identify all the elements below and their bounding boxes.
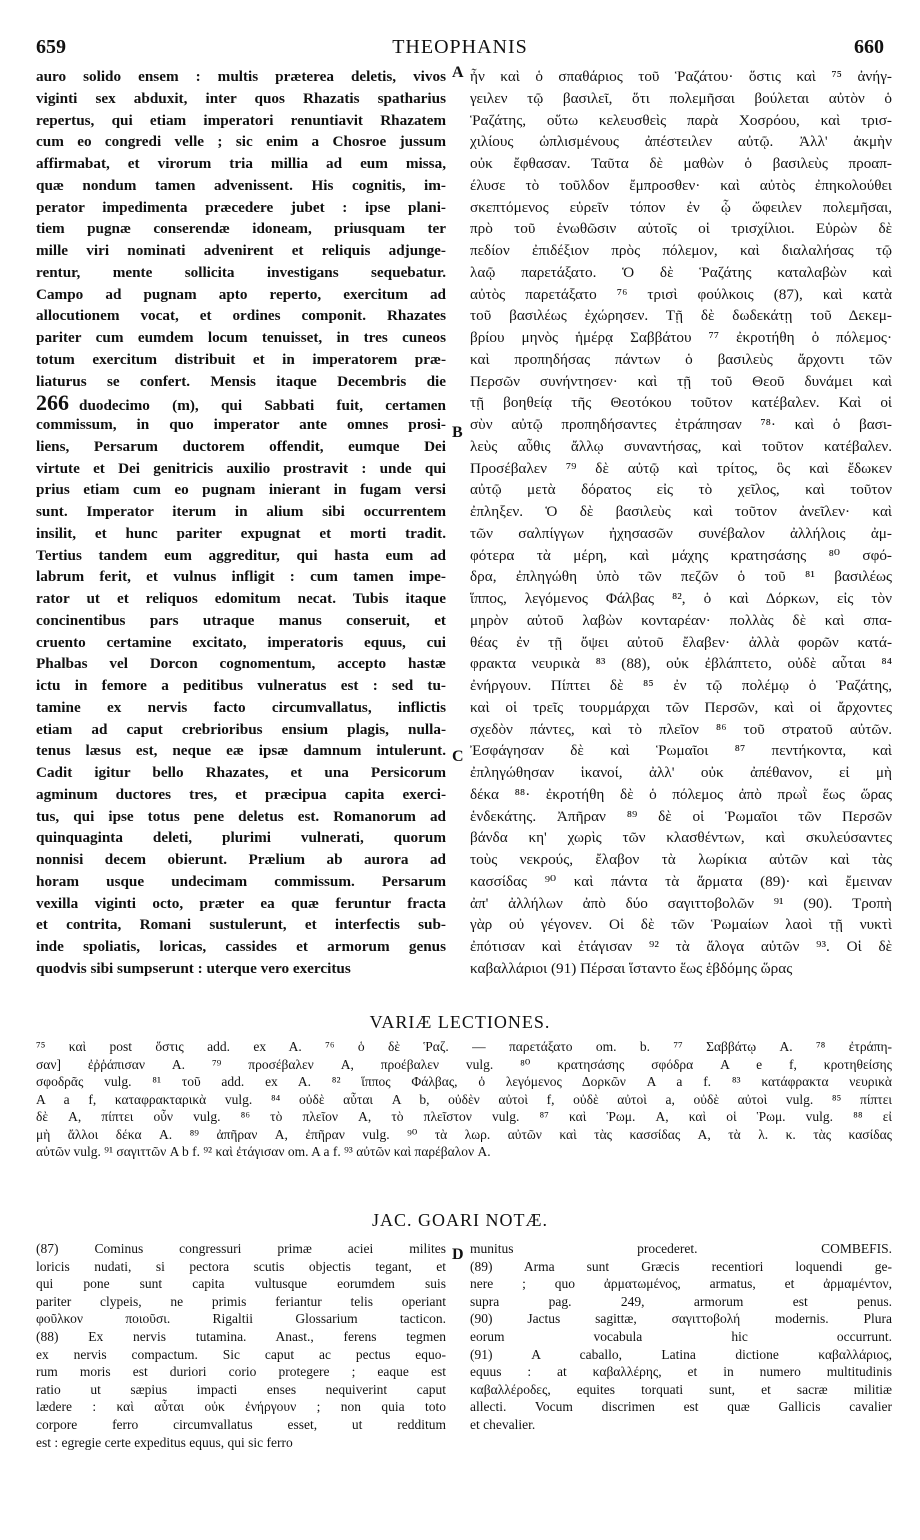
- greek-text-line: σκεπτόμενος εὑρεῖν τόπον ἐν ᾧ ὤφειλεν πολεμῆσαι,: [470, 198, 892, 216]
- greek-text-line: αὐτὸς παρετάξατο ⁷⁶ τρισὶ φούλκοις (87), καὶ κατὰ: [470, 285, 892, 303]
- greek-text-line: βρίου μηνὸς ἡμέρᾳ Σαββάτου ⁷⁷ ἐκροτήθη ὁ πόλεμος·: [470, 329, 892, 346]
- note-line: ratio ut sæpius impacti enses nequiverint caput: [36, 1381, 446, 1397]
- margin-letter-d: D: [452, 1246, 464, 1263]
- greek-text-line: ἐπληγώθησαν ἱκανοί, ἀλλ' οὐκ ἀπέθανον, εἰ μὴ: [470, 764, 892, 781]
- note-line: allecti. Vocum discrimen est quæ Gallicis cavalier: [470, 1399, 892, 1415]
- greek-text-line: Ἐσφάγησαν δὲ καὶ Ῥωμαῖοι ⁸⁷ πεντήκοντα, καὶ: [470, 742, 892, 760]
- note-line: (91) A caballo, Latina dictione καβαλλάριος,: [470, 1346, 892, 1362]
- greek-text-line: λεὺς αὖθις ἄλλῳ συναντήσας, καὶ τοῦτον κατέβαλεν.: [470, 437, 892, 455]
- variant-reading-line: A a f, καταφρακταρικὰ vulg. ⁸⁴ οὐδὲ αὗται A b, οὐδὲν αὐτοὶ f, οὐδὲ αὐτοὶ a, οὐδὲ αὐτοὶ vulg. ⁸⁵ πίπτει: [36, 1091, 892, 1107]
- latin-text-line: liaturus se confert. Mensis itaque Decembris die: [36, 372, 446, 390]
- page-number-right: 660: [854, 36, 884, 58]
- greek-text-line: ἐπότισαν καὶ ἐτάγισαν ⁹² τὰ ἄλογα αὐτῶν ⁹³. Οἱ δὲ: [470, 938, 892, 955]
- greek-text-line: γειλεν τῷ βασιλεῖ, ὅτι πολεμῆσαι βούλεται αὐτὸν ὁ: [470, 89, 892, 107]
- variant-reading-line: αὐτῶν vulg. ⁹¹ σαγιττῶν A b f. ⁹² καὶ ἐτάγισαν om. A a f. ⁹³ αὐτῶν καὶ παρέβαλον A.: [36, 1144, 491, 1159]
- greek-text-line: οὐκ ἔφθασαν. Ταῦτα δὲ μαθὼν ὁ βασιλεὺς προαπ-: [470, 155, 892, 172]
- note-line: rum moris est duriori corio protegere ; eaque est: [36, 1364, 446, 1380]
- greek-text-line: Περσῶν συνήντησεν· καὶ τῇ τοῦ Θεοῦ δυνάμει καὶ: [470, 372, 892, 390]
- latin-text-line: affirmabat, et virorum tria millia ad eum missa,: [36, 155, 446, 172]
- greek-text-line: τῶν σαλπίγγων ἠχησασῶν συνέβαλον ἀλλήλοις ἀμ-: [470, 524, 892, 542]
- page-title: THEOPHANIS: [392, 36, 528, 58]
- greek-text-line: πρὸ τοῦ ἑνωθῶσιν αὐτοῖς οἱ τρισχίλιοι. Εὑρὼν δὲ: [470, 220, 892, 238]
- latin-text-line: liens, Persarum ductorem offendit, eumque Dei: [36, 437, 446, 455]
- notes-heading: JAC. GOARI NOTÆ.: [371, 1210, 548, 1230]
- latin-text-line: Cadit igitur bello Rhazates, et una Persicorum: [36, 764, 446, 781]
- margin-letter-a: A: [452, 64, 464, 81]
- greek-text-line: Ῥαζάτης, οὕτω κελευσθεὶς παρὰ Χοσρόου, καὶ τρισ-: [470, 111, 892, 129]
- greek-text-line: λαῷ παρετάξατο. Ὁ δὲ Ῥαζάτης καταλαβὼν καὶ: [470, 263, 892, 281]
- variant-reading-line: ⁷⁵ καὶ post ὅστις add. ex A. ⁷⁶ ὁ δὲ Ῥαζ. — παρετάξατο om. b. ⁷⁷ Σαββάτῳ A. ⁷⁸ ἐτράπη-: [36, 1039, 892, 1054]
- note-line: pariter clypeis, ne primis feriantur telis operiant: [36, 1293, 446, 1309]
- latin-text-line: commissum, in quo imperator ante omnes prosi-: [36, 416, 446, 433]
- latin-text-line: mille viri nominati advenirent et reliquis adjunge-: [36, 242, 446, 259]
- latin-text-line: cruento certamine excitato, imperatoris equus, cui: [36, 633, 446, 651]
- margin-letter-c: C: [452, 748, 464, 765]
- greek-text-line: θέας ἐν τῇ ὄψει αὐτοῦ ἔλαβεν· ἀλλὰ φορῶν κατά-: [470, 633, 892, 651]
- greek-text-line: αὐτῷ μετὰ δόρατος εἰς τὸ χεῖλος, καὶ τοῦτον: [470, 481, 892, 499]
- greek-text-line: βάνδα κη' χωρὶς τῶν κλασθέντων, καὶ σκυλεύσαντες: [470, 829, 892, 847]
- running-head: [36, 36, 884, 64]
- greek-text-line: σὺν αὐτῷ προπηδήσαντες ἐτράπησαν ⁷⁸· καὶ ὁ βασι-: [470, 416, 892, 433]
- latin-text-line: Campo ad pugnam apto reperto, exercitum ad: [36, 285, 446, 303]
- greek-text-line: δέκα ⁸⁸· ἐκροτήθη δὲ ὁ πόλεμος ἀπὸ πρωῒ ἕως ὥρας: [470, 785, 892, 803]
- latin-text-line: 266 duodecimo (m), qui Sabbati fuit, certamen: [36, 392, 446, 414]
- greek-text-line: ἵππος, λεγόμενος Φάλβας ⁸², ὁ καὶ Δόρκων, εἰς τὸν: [470, 590, 892, 607]
- variant-reading-line: σαν] ἐῤῥάπισαν A. ⁷⁹ προσέβαλεν A, προέβαλεν vulg. ⁸⁰ κρατησάσης σφόδρα A e f, κροτηθείσης: [36, 1056, 892, 1072]
- latin-text-line: tenus læsus est, neque eæ ipsæ damnum intulerunt.: [36, 742, 446, 760]
- note-line: (87) Cominus congressuri primæ aciei milites: [36, 1241, 446, 1256]
- note-line: qui pone sunt capita vultusque eorumdem suis: [36, 1276, 446, 1292]
- latin-text-line: quæ nondum tamen advenissent. His cognitis, im-: [36, 176, 446, 194]
- latin-text-line: nonnisi decem obierunt. Prælium ab aurora ad: [36, 851, 446, 868]
- latin-text-line: quinquaginta deleti, plurimi vulnerati, quorum: [36, 829, 446, 847]
- notes-column-left: [36, 1240, 446, 1451]
- note-line: corpore ferro circumvallatus esset, ut redditum: [36, 1416, 446, 1432]
- margin-letter-b: B: [452, 424, 463, 441]
- greek-text-line: τοὺς νεκρούς, ἔλαβον τὰ λωρίκια αὐτῶν καὶ τὰς: [470, 851, 892, 868]
- greek-text-line: σχεδὸν πάντες, καὶ τὸ πλεῖον ⁸⁶ τοῦ στρατοῦ αὐτῶν.: [470, 720, 892, 738]
- latin-text-line: auro solido ensem : multis præterea deletis, vivos: [36, 68, 446, 85]
- note-line: nere ; quo ἀρματωμένος, armatus, et ἀρμαμέντον,: [470, 1276, 892, 1292]
- variants-heading: VARIÆ LECTIONES.: [369, 1012, 551, 1032]
- note-line: φοῦλκον ποιοῦσι. Rigaltii Glossarium tacticon.: [36, 1311, 446, 1327]
- note-line: supra pag. 249, armorum est penus.: [470, 1293, 892, 1309]
- greek-text-line: ἑνδεκάτης. Ἀπῆραν ⁸⁹ δὲ οἱ Ῥωμαῖοι τῶν Περσῶν: [470, 807, 892, 825]
- latin-text-line: insilit, et hunc pariter expugnat et morti tradit.: [36, 524, 446, 542]
- note-line: καβαλλέροδες, equites torquati sunt, et sacræ militiæ: [470, 1381, 892, 1397]
- greek-text-line: δρα, ἐπληγώθη ὑπὸ τῶν πεζῶν ὁ τοῦ ⁸¹ βασιλέως: [470, 568, 892, 586]
- chapter-number: 266: [36, 392, 69, 414]
- latin-text-line: concinentibus pars utraque manus conseruit, et: [36, 611, 446, 629]
- latin-text-line: et contrita, Romani sustulerunt, et interfectis sub-: [36, 916, 446, 934]
- greek-text-line: τῇ βοηθείᾳ τῆς Θεοτόκου τοῦτον κατέβαλεν. Καὶ οἱ: [470, 394, 892, 412]
- variant-reading-line: σφοδρᾶς vulg. ⁸¹ τοῦ add. ex A. ⁸² ἵππος Φάλβας, ὁ λεγόμενος Δορκῶν A a f. ⁸³ κατάφρακτα νευρικὰ: [36, 1074, 892, 1089]
- latin-text-line: etiam ad caput crebrioribus ensium plagis, nulla-: [36, 720, 446, 738]
- latin-text-line: prius etiam cum eo pugnam inierant in fugam versi: [36, 481, 446, 499]
- page-number-left: 659: [36, 36, 66, 58]
- greek-text-line: Προσέβαλεν ⁷⁹ δὲ αὐτῷ καὶ τρίτος, ὃς καὶ ἔδωκεν: [470, 459, 892, 477]
- latin-text-line: inde spoliatis, loricas, cassides et armorum genus: [36, 938, 446, 955]
- greek-text-column: [470, 66, 892, 980]
- greek-text-line: χιλίους ὡπλισμένους ἀπέστειλεν αὐτῷ. Ἀλλ' ἀκμὴν: [470, 133, 892, 151]
- note-line: et chevalier.: [470, 1416, 536, 1432]
- latin-text-line: quodvis sibi sumpserunt : uterque vero exercitus: [36, 959, 351, 977]
- latin-text-line: tus, qui ipse totus pene deletus est. Romanorum ad: [36, 807, 446, 825]
- latin-text-line: sunt. Imperator iterum in alium sibi occurrentem: [36, 503, 446, 520]
- greek-text-line: ἐνήργουν. Πίπτει δὲ ⁸⁵ ἐν τῷ πολέμῳ ὁ Ῥαζάτης,: [470, 677, 892, 694]
- greek-text-line: φρακτα νευρικὰ ⁸³ (88), οὐκ ἐβλάπτετο, οὐδὲ αὗται ⁸⁴: [470, 655, 892, 673]
- greek-text-line: έλυσε τὸ τοῦλδον ἔμπροσθεν· καὶ αὐτὸς ἐπηκολούθει: [470, 176, 892, 194]
- latin-text-line: tamine ex nervis facto circumvallatus, inflictis: [36, 698, 446, 716]
- note-line: loricis nudati, si pectora scutis objectis tegant, et: [36, 1258, 446, 1274]
- note-line: equus : at καβαλλέρης, et in numero multitudinis: [470, 1364, 892, 1380]
- latin-text-line: pariter cum eumdem locum tenuisset, in tres cuneos: [36, 329, 446, 346]
- latin-text-line: allocutionem vocat, et ordines componit. Rhazates: [36, 307, 446, 325]
- greek-text-line: καβαλλάριοι (91) Πέρσαι ἵσταντο ἕως ἑβδόμης ὥρας: [470, 959, 793, 977]
- variant-reading-line: δὲ A, πίπτει οὖν vulg. ⁸⁶ τὸ πλεῖον A, τὸ πλεῖστον vulg. ⁸⁷ καὶ Ῥωμ. A, καὶ οἱ Ῥωμ. vulg. ⁸⁸ εἰ: [36, 1109, 892, 1124]
- latin-text-column: [36, 66, 446, 980]
- greek-text-line: ἀπ' ἀλλήλων ἀπὸ δύο σαγιττοβολῶν ⁹¹ (90). Τροπὴ: [470, 894, 892, 912]
- latin-text-line: ictu in femore a peditibus vulneratus est : sed tu-: [36, 677, 446, 694]
- latin-text-line: vexilla viginti octo, præter ea quæ feruntur fracta: [36, 894, 446, 912]
- latin-text-line: virtute et Dei genitricis auxilio prostravit : unde qui: [36, 459, 446, 477]
- latin-text-line: rentur, mente sollicita investigans sequebatur.: [36, 263, 446, 281]
- greek-text-line: καὶ οἱ τρεῖς τουρμάρχαι τῶν Περσῶν, καὶ οἱ ἄρχοντες: [470, 698, 892, 716]
- greek-text-line: μηρὸν αὐτοῦ λαβὼν κονταρέαν· πολλὰς δὲ καὶ σπα-: [470, 611, 892, 629]
- latin-text-line: horam usque undecimam commissum. Persarum: [36, 872, 446, 890]
- greek-text-line: κασσίδας ⁹⁰ καὶ πάντα τὰ ἅρματα (89)· καὶ ἔμειναν: [470, 872, 892, 890]
- greek-text-line: φότερα τὰ μέρη, καὶ μάχης κρατησάσης ⁸⁰ σφό-: [470, 546, 892, 564]
- note-line: (89) Arma sunt Græcis recentiori loquendi ge-: [470, 1258, 892, 1274]
- latin-text-line: tiem pugnæ conserendæ idoneam, priusquam ter: [36, 220, 446, 238]
- latin-text-line: agminum ductores tres, et præcipua capita exerci-: [36, 785, 446, 803]
- note-line: lædere : καὶ αὗται οὐκ ἐνήργουν ; non quia toto: [36, 1399, 446, 1415]
- latin-text-line: viginti sex abduxit, inter quos Rhazatis spatharius: [36, 89, 446, 107]
- latin-text-line: labrum ferit, et vulnus infligit : cum tamen impe-: [36, 568, 446, 586]
- note-line: ex nervis compactum. Sic caput ac pectus equo-: [36, 1346, 446, 1362]
- greek-text-line: τοῦ βασιλέως ἐχώρησεν. Τῇ δὲ δωδεκάτῃ τοῦ Δεκεμ-: [470, 307, 892, 325]
- variant-readings: [36, 1038, 892, 1161]
- note-line: (90) Jactus sagittæ, σαγιττοβολή modernis. Plura: [470, 1311, 892, 1327]
- latin-text-line: Tertius tandem eum aggreditur, qui hasta eum ad: [36, 546, 446, 564]
- latin-text-line: totum exercitum distribuit et in imperatorem præ-: [36, 350, 446, 368]
- greek-text-line: γὰρ οὐ γέγονεν. Οἱ δὲ τῶν Ῥωμαίων λαοὶ τῇ νυκτὶ: [470, 916, 892, 934]
- greek-text-line: ἐπληξεν. Ὁ δὲ βασιλεὺς καὶ τοῦτον ἀνεῖλεν· καὶ: [470, 503, 892, 520]
- latin-text-line: perator impedimenta præcedere jubet : ipse plani-: [36, 198, 446, 216]
- latin-text-line: cum eo congredi velle ; sic enim a Chosroe jussum: [36, 133, 446, 151]
- greek-text-line: πεδίον ἐπιδέξιον πρὸς πόλεμον, καὶ διαλαλήσας τῷ: [470, 242, 892, 259]
- note-line: munitus procederet. COMBEFIS.: [470, 1241, 892, 1256]
- latin-text-line: rator ut et reliquos edomitum necat. Tubis itaque: [36, 590, 446, 607]
- variant-reading-line: μὴ ἄλλοι δέκα A. ⁸⁹ ἀπῆραν A, ἐπῆραν vulg. ⁹⁰ τὰ λωρ. αὐτῶν καὶ τὰς κασσίδας A, τὰ λ. κ. τὰς κασίδας: [36, 1126, 892, 1142]
- latin-text-line: repertus, qui etiam imperatori renuntiavit Rhazatem: [36, 111, 446, 129]
- note-line: est : egregie certe expeditus equus, qui sic ferro: [36, 1434, 293, 1450]
- latin-text-line: Phalbas vel Dorcon cognomentum, accepto hastæ: [36, 655, 446, 673]
- greek-text-line: ἦν καὶ ὁ σπαθάριος τοῦ Ῥαζάτου· ὅστις καὶ ⁷⁵ ἀνήγ-: [470, 68, 892, 85]
- notes-column-right: [470, 1240, 892, 1434]
- note-line: eorum vocabula hic occurrunt.: [470, 1328, 892, 1344]
- greek-text-line: καὶ προπηδήσας πάντων ὁ βασιλεὺς ἄρχοντι τῶν: [470, 350, 892, 368]
- note-line: (88) Ex nervis tutamina. Anast., ferens tegmen: [36, 1328, 446, 1344]
